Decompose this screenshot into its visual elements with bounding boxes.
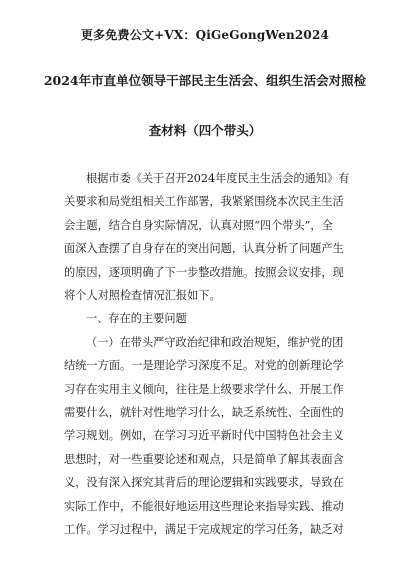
body-line: 会主题，结合自身实际情况，认真对照“四个带头”，全 <box>64 218 333 232</box>
document-title-line-2: 查材料（四个带头） <box>148 123 262 138</box>
body-line: 实际工作中，不能很好地运用这些理论来指导实践、推动 <box>64 499 344 513</box>
body-line: 思想时，对一些重要论述和观点，只是简单了解其表面含 <box>64 452 344 466</box>
document-body <box>64 167 356 542</box>
promo-header: 更多免费公文+VX：QiGeGongWen2024 <box>80 28 330 42</box>
body-line: 面深入查摆了自身存在的突出问题，认真分析了问题产生 <box>64 242 344 256</box>
body-line: 习存在实用主义倾向，往往是上级要求学什么、开展工作 <box>64 382 344 396</box>
body-line: 需要什么，就针对性地学习什么，缺乏系统性、全面性的 <box>64 406 344 420</box>
body-line: （一）在带头严守政治纪律和政治规矩，维护党的团 <box>86 335 344 349</box>
body-line: 结统一方面。一是理论学习深度不足。对党的创新理论学 <box>64 359 344 373</box>
body-line: 将个人对照检查情况汇报如下。 <box>64 289 221 303</box>
body-line: 学习规划。例如，在学习习近平新时代中国特色社会主义 <box>64 429 344 443</box>
body-line: 的原因，逐项明确了下一步整改措施。按照会议安排，现 <box>64 265 344 279</box>
section-heading: 一、存在的主要问题 <box>86 312 187 326</box>
body-line: 工作。学习过程中，满足于完成规定的学习任务，缺乏对 <box>64 523 344 537</box>
body-line: 义，没有深入探究其背后的理论逻辑和实践要求，导致在 <box>64 476 344 490</box>
document-title-line-1: 2024年市直单位领导干部民主生活会、组织生活会对照检 <box>43 73 367 88</box>
body-line: 根据市委《关于召开2024年度民主生活会的通知》有 <box>86 172 350 185</box>
body-line: 关要求和局党组相关工作部署，我紧紧围绕本次民主生活 <box>64 195 344 209</box>
